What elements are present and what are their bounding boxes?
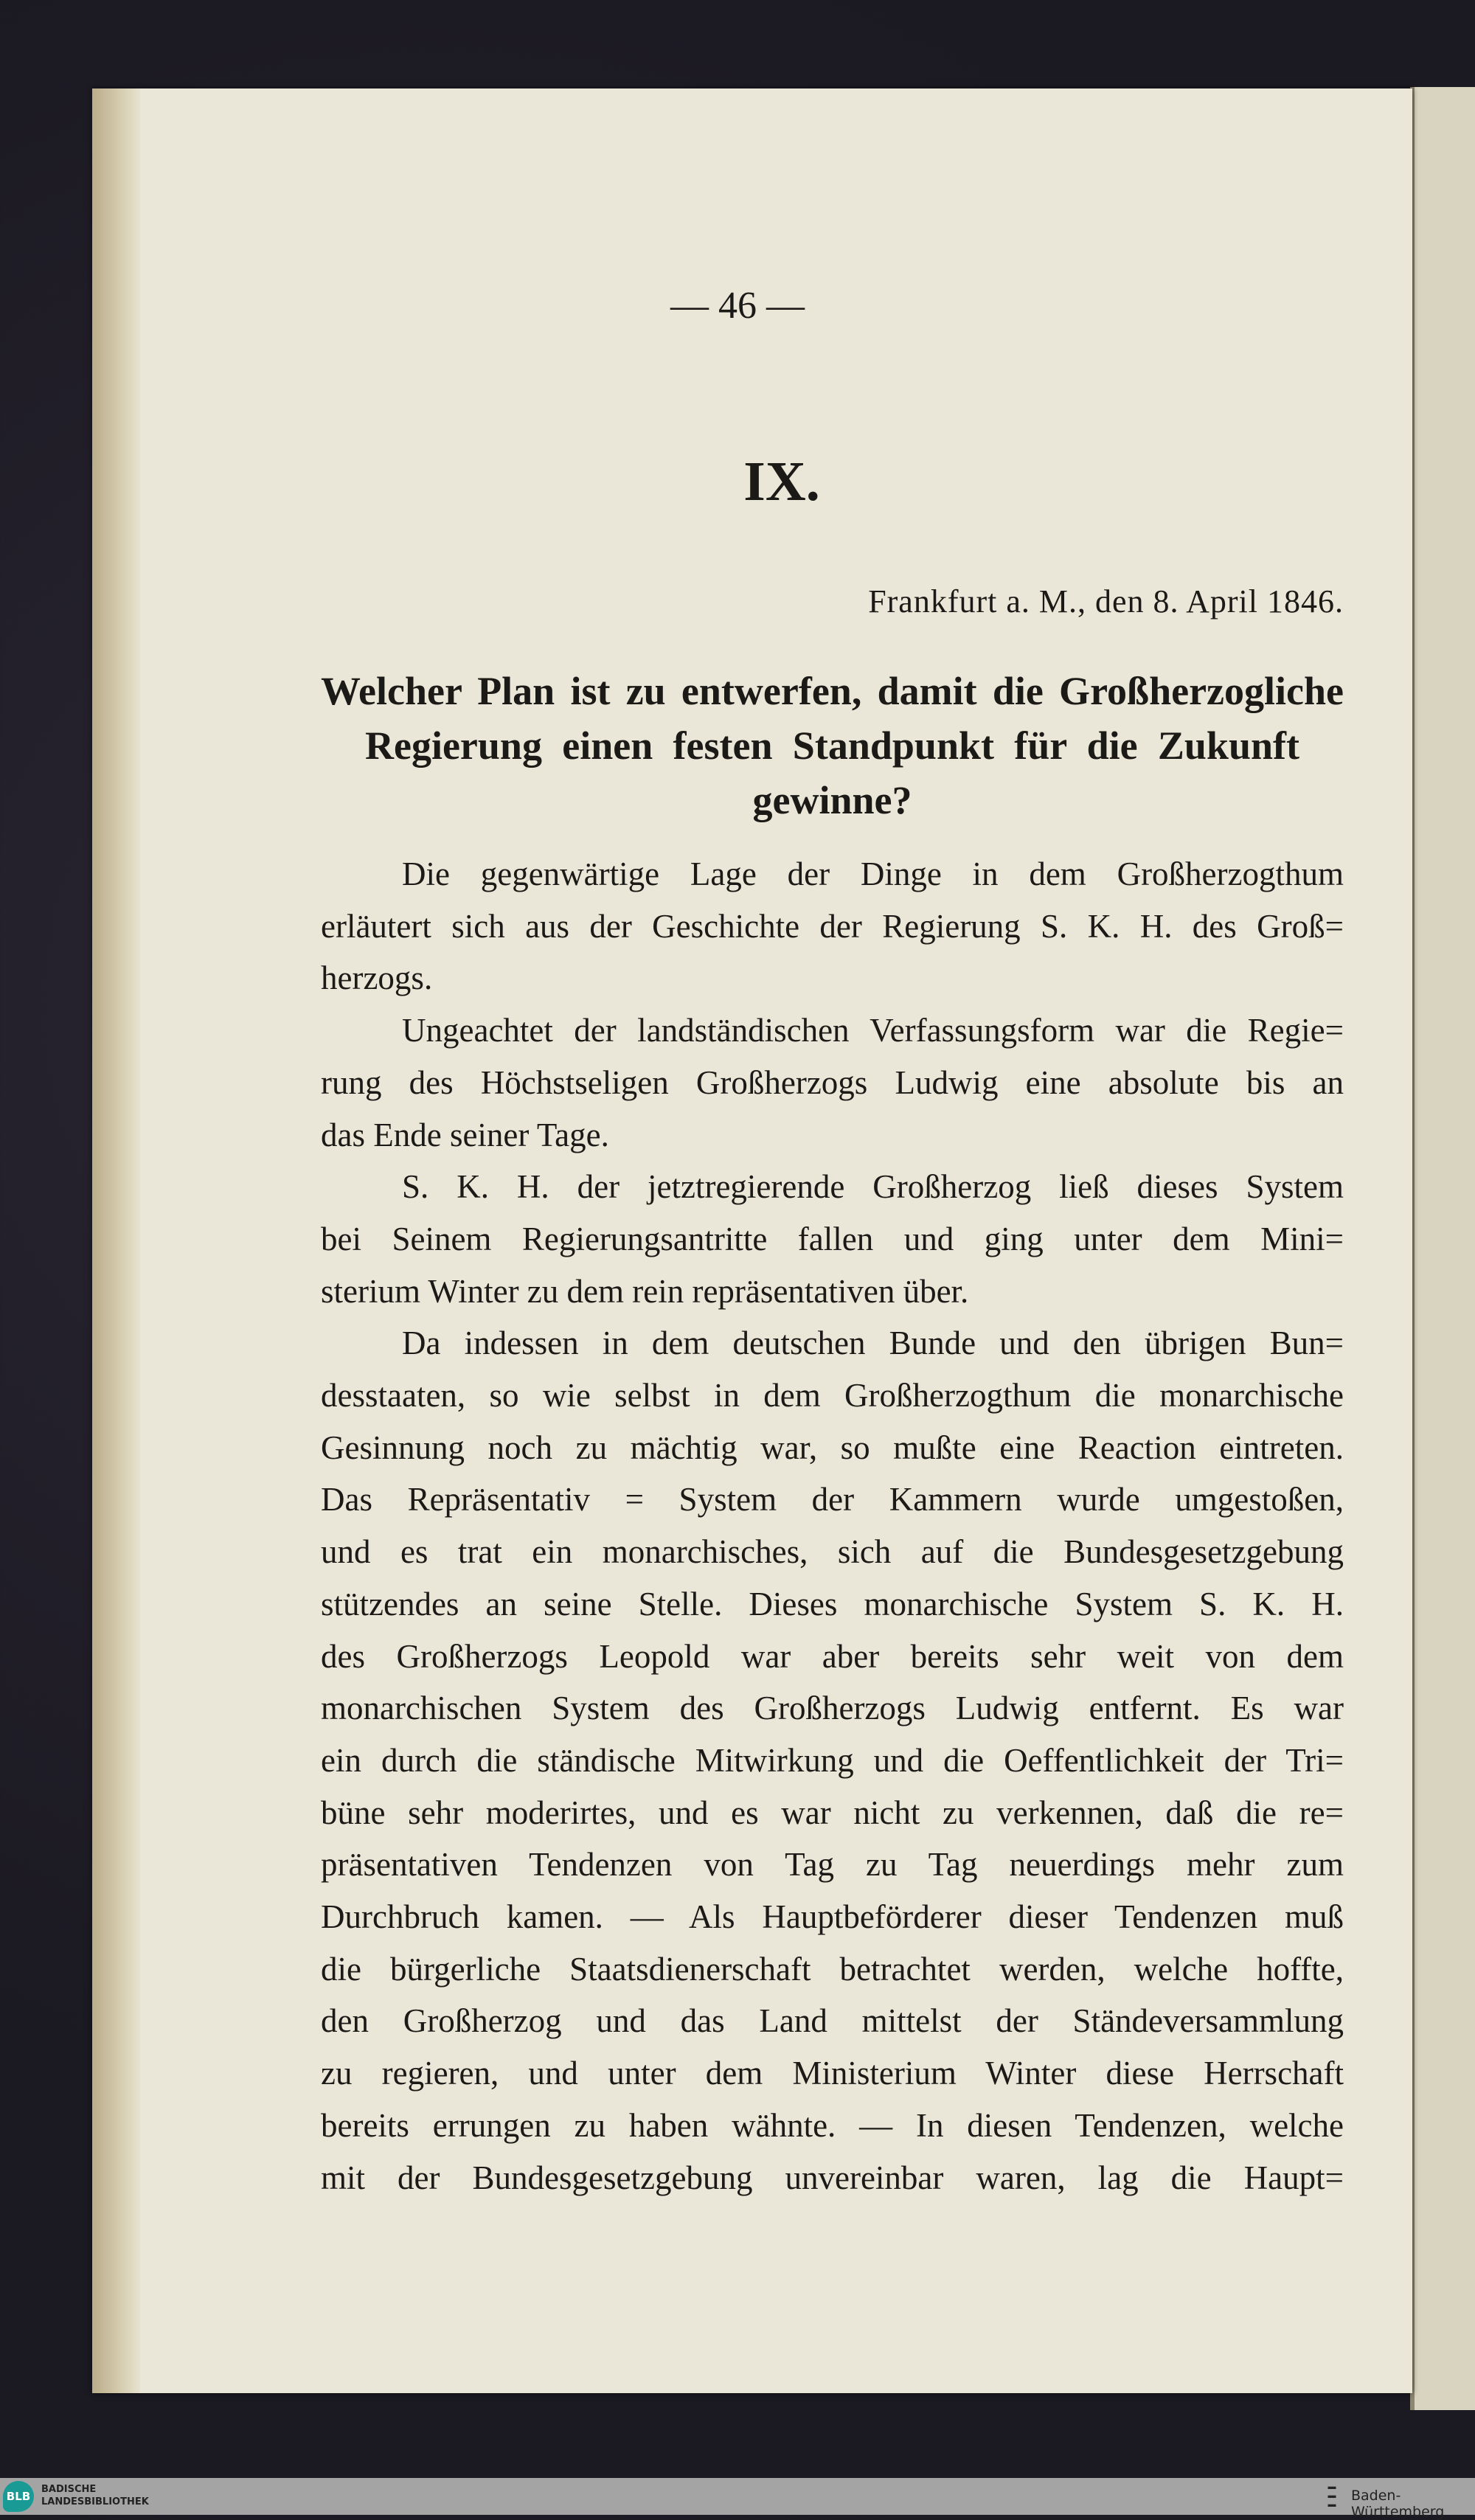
paragraph-line: das Ende seiner Tage. [321, 1116, 609, 1153]
paragraph-line: Ungeachtet der landständischen Verfassungsform war die Regie= [402, 1012, 1344, 1049]
paragraph-line: des Großherzogs Leopold war aber bereits sehr weit von dem [321, 1637, 1344, 1675]
paragraph-line: erläutert sich aus der Geschichte der Regierung S. K. H. des Groß= [321, 907, 1344, 945]
paragraph-line: den Großherzog und das Land mittelst der Ständeversammlung [321, 2002, 1344, 2040]
footer-bar [0, 2478, 1475, 2520]
paragraph-line: und es trat ein monarchisches, sich auf die Bundesgesetzgebung [321, 1533, 1344, 1571]
page-number: — 46 — [670, 285, 805, 327]
paragraph-line: stützendes an seine Stelle. Dieses monarchische System S. K. H. [321, 1585, 1344, 1622]
paragraph-line: mit der Bundesgesetzgebung unvereinbar waren, lag die Haupt= [321, 2159, 1344, 2196]
paragraph-line: sterium Winter zu dem rein repräsentativen über. [321, 1272, 969, 1310]
paragraph-line: bei Seinem Regierungsantritte fallen und ging unter dem Mini= [321, 1220, 1344, 1257]
title-line: Welcher Plan ist zu entwerfen, damit die Großherzogliche [321, 669, 1344, 713]
paragraph-line: die bürgerliche Staatsdienerschaft betrachtet werden, welche hoffte, [321, 1950, 1344, 1988]
page-gutter [92, 88, 140, 2393]
section-title [321, 664, 1344, 827]
adjacent-page-edge [1410, 87, 1475, 2410]
chapter-number: IX. [743, 451, 820, 513]
library-name-line1: BADISCHE [41, 2484, 97, 2495]
library-name-line2: LANDESBIBLIOTHEK [41, 2496, 149, 2507]
paragraph-line: monarchischen System des Großherzogs Ludwig entfernt. Es war [321, 1690, 1344, 1727]
paragraph-line: Durchbruch kamen. — Als Hauptbeförderer dieser Tendenzen muß [321, 1898, 1344, 1936]
library-name [41, 2483, 149, 2508]
blb-logo[interactable]: BLB [3, 2481, 34, 2512]
title-line: Regierung einen festen Standpunkt für die Zukunft [365, 723, 1299, 768]
paragraph-line: desstaaten, so wie selbst in dem Großherzogthum die monarchische [321, 1377, 1344, 1415]
paragraph-line: Das Repräsentativ = System der Kammern wurde umgestoßen, [321, 1481, 1344, 1518]
paragraph-line: Die gegenwärtige Lage der Dinge in dem Großherzogthum [402, 855, 1344, 892]
paragraph-line: präsentativen Tendenzen von Tag zu Tag neuerdings mehr zum [321, 1846, 1344, 1884]
paragraph-line: Gesinnung noch zu mächtig war, so mußte eine Reaction eintreten. [321, 1429, 1344, 1466]
paragraph-line: bereits errungen zu haben wähnte. — In diesen Tendenzen, welche [321, 2106, 1344, 2144]
dateline: Frankfurt a. M., den 8. April 1846. [868, 583, 1344, 619]
paragraph-line: S. K. H. der jetztregierende Großherzog ließ dieses System [402, 1168, 1344, 1206]
coat-of-arms-lions-icon: ▬ ▬ ▬ [1328, 2482, 1336, 2509]
paragraph-line: herzogs. [321, 959, 433, 997]
title-line: gewinne? [752, 778, 912, 822]
paragraph-line: Da indessen in dem deutschen Bunde und den übrigen Bun= [402, 1325, 1344, 1362]
body-text [321, 848, 1344, 2204]
paragraph-line: ein durch die ständische Mitwirkung und die Oeffentlichkeit der Tri= [321, 1741, 1344, 1779]
state-name: Baden-Württemberg [1351, 2488, 1445, 2520]
paragraph-line: büne sehr moderirtes, und es war nicht zu verkennen, daß die re= [321, 1794, 1344, 1831]
paragraph-line: zu regieren, und unter dem Ministerium Winter diese Herrschaft [321, 2055, 1344, 2092]
paragraph-line: rung des Höchstseligen Großherzogs Ludwig eine absolute bis an [321, 1063, 1344, 1101]
